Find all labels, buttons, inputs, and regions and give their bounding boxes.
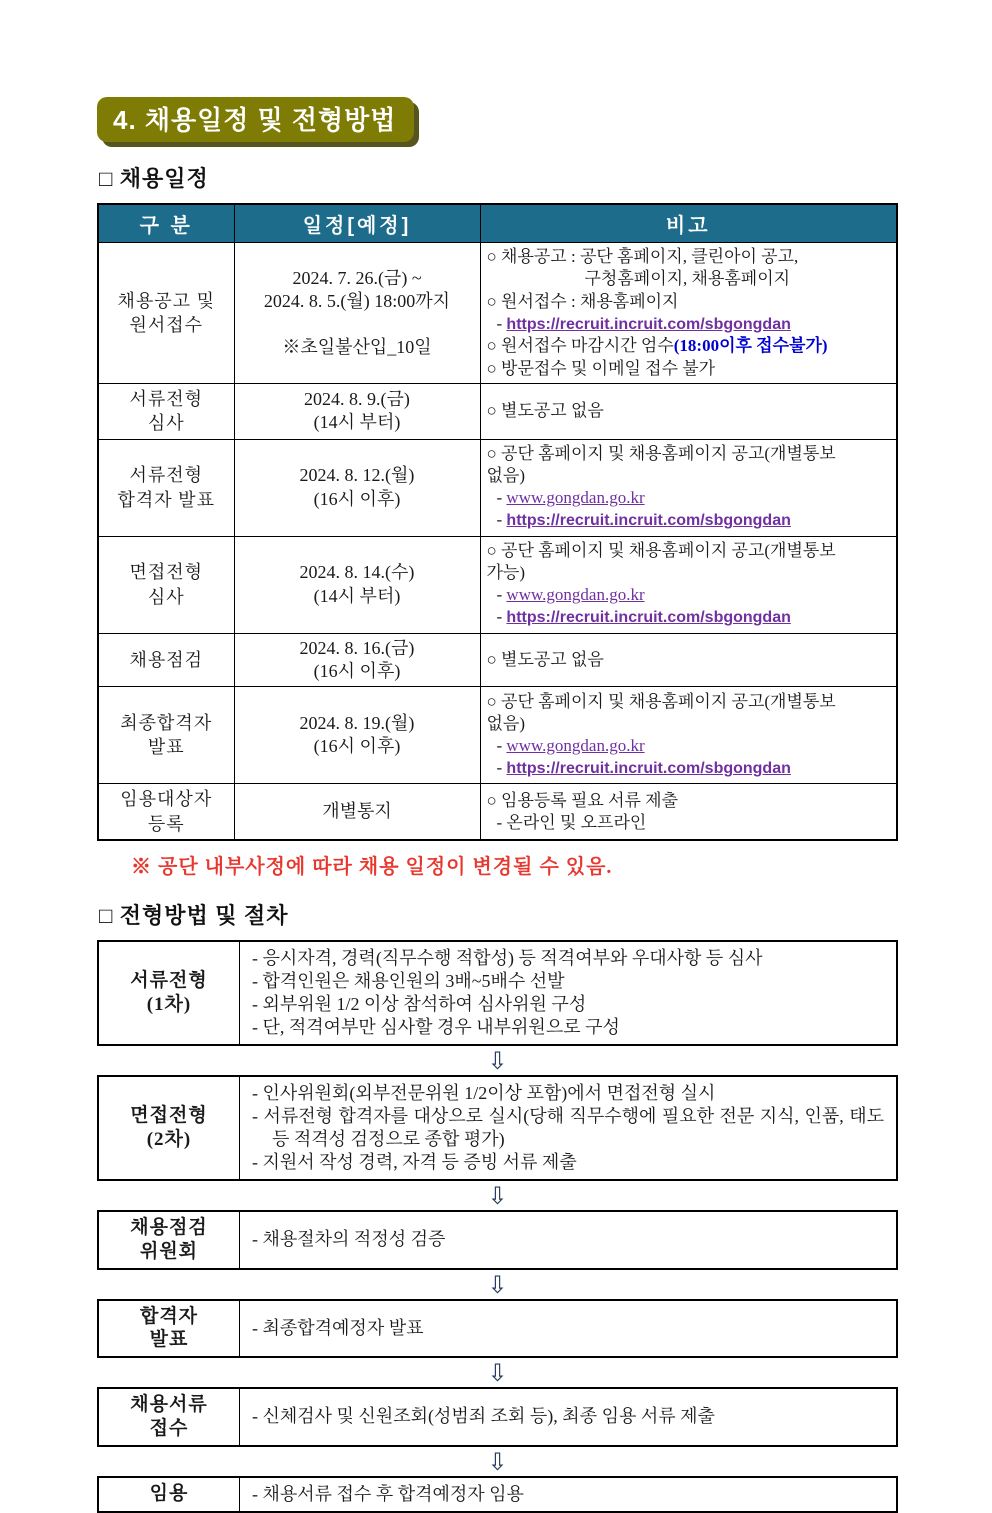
down-arrow-icon: ⇩ (487, 1182, 508, 1211)
remark-line (487, 540, 891, 562)
process-step (97, 1075, 898, 1181)
column-header: 비고 (480, 204, 897, 243)
process-label-line: (1차) (146, 994, 192, 1016)
remark-text: 없음) (486, 713, 526, 733)
circle-bullet-icon: ○ (486, 358, 502, 378)
schedule-row (98, 243, 897, 384)
remark-text: 방문접수 및 이메일 접수 불가 (501, 358, 716, 378)
remark-line (487, 562, 891, 584)
remark-text: 원서접수 : 채용홈페이지 (501, 291, 679, 311)
remark-line (487, 649, 891, 671)
dash-bullet-icon: - (496, 812, 507, 832)
process-item: - 최종합격예정자 발표 (252, 1317, 424, 1338)
dash-bullet-icon: - (496, 313, 507, 333)
schedule-cell (234, 784, 480, 840)
category-cell (98, 687, 234, 784)
process-label-line: 서류전형 (130, 970, 208, 992)
down-arrow-icon: ⇩ (487, 1447, 508, 1476)
section-title-plate (97, 97, 414, 142)
schedule-row (98, 633, 897, 687)
remark-cell (480, 243, 897, 384)
process-step-label (99, 1301, 240, 1357)
category-line: 채용점검 (129, 649, 204, 670)
category-line: 합격자 발표 (117, 489, 215, 510)
schedule-table (97, 203, 898, 841)
remark-cell (480, 439, 897, 536)
section-title-text: 4. 채용일정 및 전형방법 (113, 105, 397, 135)
remark-line (487, 400, 891, 422)
process-step (97, 1476, 898, 1513)
remark-line (487, 606, 891, 629)
process-label-line: 발표 (149, 1329, 189, 1351)
process-step-label (99, 1077, 240, 1179)
process-label-line: (2차) (146, 1129, 192, 1151)
category-line: 서류전형 (129, 465, 204, 486)
schedule-cell (234, 536, 480, 633)
process-item: - 응시자격, 경력(직무수행 적합성) 등 적격여부와 우대사항 등 심사 (252, 947, 763, 968)
remark-text: 별도공고 없음 (501, 649, 604, 669)
schedule-row (98, 439, 897, 536)
circle-bullet-icon: ○ (486, 649, 502, 669)
schedule-line: ※초일불산입_10일 (282, 336, 432, 357)
url-link[interactable]: https://recruit.incruit.com/sbgongdan (506, 512, 791, 530)
document-content (97, 97, 898, 1513)
schedule-change-note: ※ 공단 내부사정에 따라 채용 일정이 변경될 수 있음. (131, 855, 613, 878)
process-item: - 합격인원은 채용인원의 3배~5배수 선발 (252, 971, 565, 991)
schedule-line: 2024. 8. 5.(월) 18:00까지 (263, 291, 451, 312)
dash-bullet-icon: - (496, 510, 507, 530)
category-line: 등록 (147, 813, 185, 834)
remark-line (487, 358, 891, 380)
url-link[interactable]: https://recruit.incruit.com/sbgongdan (506, 609, 791, 627)
schedule-line: 개별통지 (322, 800, 392, 821)
remark-cell (480, 784, 897, 840)
remark-line (487, 313, 891, 336)
schedule-line: 2024. 7. 26.(금) ~ (292, 267, 422, 288)
schedule-line (241, 314, 474, 336)
category-line: 채용공고 및 (117, 290, 215, 311)
process-step (97, 1210, 898, 1270)
process-step-body (240, 1077, 896, 1179)
process-item: - 서류전형 합격자를 대상으로 실시(당해 직무수행에 필요한 전문 지식, 인품, 태도 등 적격성 검정으로 종합 평가) (252, 1106, 884, 1150)
url-link[interactable]: https://recruit.incruit.com/sbgongdan (506, 760, 791, 778)
remark-cell (480, 384, 897, 440)
schedule-line: 2024. 8. 9.(금) (304, 388, 410, 409)
category-line: 면접전형 (129, 562, 204, 583)
schedule-cell (234, 384, 480, 440)
category-cell (98, 384, 234, 440)
remark-text: 공단 홈페이지 및 채용홈페이지 공고(개별통보 (501, 444, 836, 464)
remark-line (487, 465, 891, 487)
process-item: - 신체검사 및 신원조회(성범죄 조회 등), 최종 임용 서류 제출 (252, 1406, 715, 1427)
process-step-label (99, 1389, 240, 1445)
url-link[interactable]: www.gongdan.go.kr (506, 736, 645, 756)
method-section-heading: □ 전형방법 및 절차 (99, 902, 289, 928)
remark-text: 가능) (486, 563, 526, 583)
remark-cell (480, 536, 897, 633)
schedule-line: 2024. 8. 14.(수) (299, 562, 415, 583)
remark-text: 온라인 및 오프라인 (506, 812, 647, 832)
schedule-cell (234, 243, 480, 384)
category-line: 원서접수 (129, 315, 204, 335)
process-item: - 지원서 작성 경력, 자격 등 증빙 서류 제출 (252, 1152, 577, 1173)
process-label-line: 채용점검 (130, 1217, 208, 1239)
schedule-line: (16시 이후) (313, 736, 401, 757)
circle-bullet-icon: ○ (486, 444, 502, 464)
process-step-body (240, 1389, 896, 1445)
process-label-line: 접수 (149, 1417, 189, 1439)
remark-cell (480, 687, 897, 784)
schedule-section-heading: □ 채용일정 (99, 166, 209, 191)
down-arrow-icon: ⇩ (487, 1359, 508, 1388)
process-step-label (99, 942, 240, 1044)
category-line: 심사 (147, 586, 185, 607)
remark-line (487, 443, 891, 465)
circle-bullet-icon: ○ (486, 790, 502, 810)
process-flow (97, 940, 898, 1513)
schedule-cell (234, 633, 480, 687)
schedule-line: (16시 이후) (313, 488, 401, 509)
remark-line (487, 291, 891, 313)
schedule-line: 2024. 8. 16.(금) (299, 637, 415, 658)
remark-line (487, 691, 891, 713)
process-step (97, 1299, 898, 1359)
process-step-body (240, 1478, 896, 1511)
header-row (98, 204, 897, 243)
category-cell (98, 784, 234, 840)
url-link[interactable]: https://recruit.incruit.com/sbgongdan (506, 315, 791, 333)
process-step-body (240, 942, 896, 1044)
process-label-line: 채용서류 (130, 1394, 208, 1416)
process-label-line: 임용 (149, 1483, 189, 1505)
schedule-row (98, 536, 897, 633)
schedule-line: 2024. 8. 12.(월) (299, 465, 415, 486)
process-item: - 단, 적격여부만 심사할 경우 내부위원으로 구성 (252, 1017, 620, 1038)
dash-bullet-icon: - (496, 585, 507, 605)
remark-line (487, 713, 891, 735)
category-line: 발표 (147, 737, 185, 758)
remark-line (487, 790, 891, 812)
schedule-line: (14시 부터) (313, 412, 401, 433)
process-step-body (240, 1212, 896, 1268)
column-header: 일정[예정] (234, 204, 480, 243)
circle-bullet-icon: ○ (486, 247, 502, 267)
remark-cell (480, 633, 897, 687)
category-cell (98, 243, 234, 384)
url-link[interactable]: www.gongdan.go.kr (506, 585, 645, 605)
category-cell (98, 439, 234, 536)
schedule-row (98, 384, 897, 440)
remark-line (487, 735, 891, 757)
remark-line (487, 509, 891, 532)
circle-bullet-icon: ○ (486, 691, 502, 711)
remark-text: 없음) (486, 466, 526, 486)
process-step (97, 940, 898, 1046)
category-line: 서류전형 (129, 389, 204, 409)
schedule-row (98, 784, 897, 840)
category-line: 심사 (147, 413, 185, 434)
category-cell (98, 633, 234, 687)
remark-line (487, 487, 891, 509)
dash-bullet-icon: - (496, 758, 507, 778)
schedule-line: 2024. 8. 19.(월) (299, 712, 415, 733)
schedule-line: (16시 이후) (313, 660, 401, 681)
process-label-line: 합격자 (139, 1305, 199, 1327)
url-link[interactable]: www.gongdan.go.kr (506, 488, 645, 508)
remark-line (487, 584, 891, 606)
process-item: - 채용절차의 적정성 검증 (252, 1229, 446, 1250)
process-label-line: 위원회 (139, 1240, 199, 1262)
process-step-label (99, 1212, 240, 1268)
column-header: 구 분 (98, 204, 234, 243)
remark-text: 임용등록 필요 서류 제출 (501, 790, 679, 810)
circle-bullet-icon: ○ (486, 336, 502, 356)
remark-line (487, 757, 891, 780)
remark-line (487, 268, 891, 290)
remark-text: 구청홈페이지, 채용홈페이지 (584, 269, 791, 289)
remark-text: 원서접수 마감시간 엄수 (501, 336, 674, 356)
remark-text: 공단 홈페이지 및 채용홈페이지 공고(개별통보 (501, 541, 836, 561)
process-step-label (99, 1478, 240, 1511)
remark-line (487, 335, 891, 357)
process-step (97, 1387, 898, 1447)
remark-line (487, 246, 891, 268)
category-cell (98, 536, 234, 633)
schedule-cell (234, 687, 480, 784)
dash-bullet-icon: - (496, 607, 507, 627)
process-item: - 인사위원회(외부전문위원 1/2이상 포함)에서 면접전형 실시 (252, 1083, 716, 1104)
circle-bullet-icon: ○ (486, 541, 502, 561)
schedule-row (98, 687, 897, 784)
schedule-table-header (98, 204, 897, 243)
process-step-body (240, 1301, 896, 1357)
remark-text: 공단 홈페이지 및 채용홈페이지 공고(개별통보 (501, 691, 836, 711)
down-arrow-icon: ⇩ (487, 1047, 508, 1076)
dash-bullet-icon: - (496, 488, 507, 508)
remark-text: 채용공고 : 공단 홈페이지, 클린아이 공고, (501, 247, 799, 267)
remark-text: (18:00이후 접수불가) (673, 336, 828, 356)
down-arrow-icon: ⇩ (487, 1270, 508, 1299)
process-item: - 채용서류 접수 후 합격예정자 임용 (252, 1483, 524, 1504)
circle-bullet-icon: ○ (486, 291, 502, 311)
remark-text: 별도공고 없음 (501, 401, 604, 421)
category-line: 최종합격자 (120, 713, 213, 734)
category-line: 임용대상자 (120, 789, 213, 810)
process-item: - 외부위원 1/2 이상 참석하여 심사위원 구성 (252, 994, 587, 1015)
remark-line (487, 812, 891, 834)
process-label-line: 면접전형 (130, 1105, 208, 1127)
schedule-line: (14시 부터) (313, 585, 401, 606)
circle-bullet-icon: ○ (486, 401, 502, 421)
dash-bullet-icon: - (496, 736, 507, 756)
schedule-cell (234, 439, 480, 536)
